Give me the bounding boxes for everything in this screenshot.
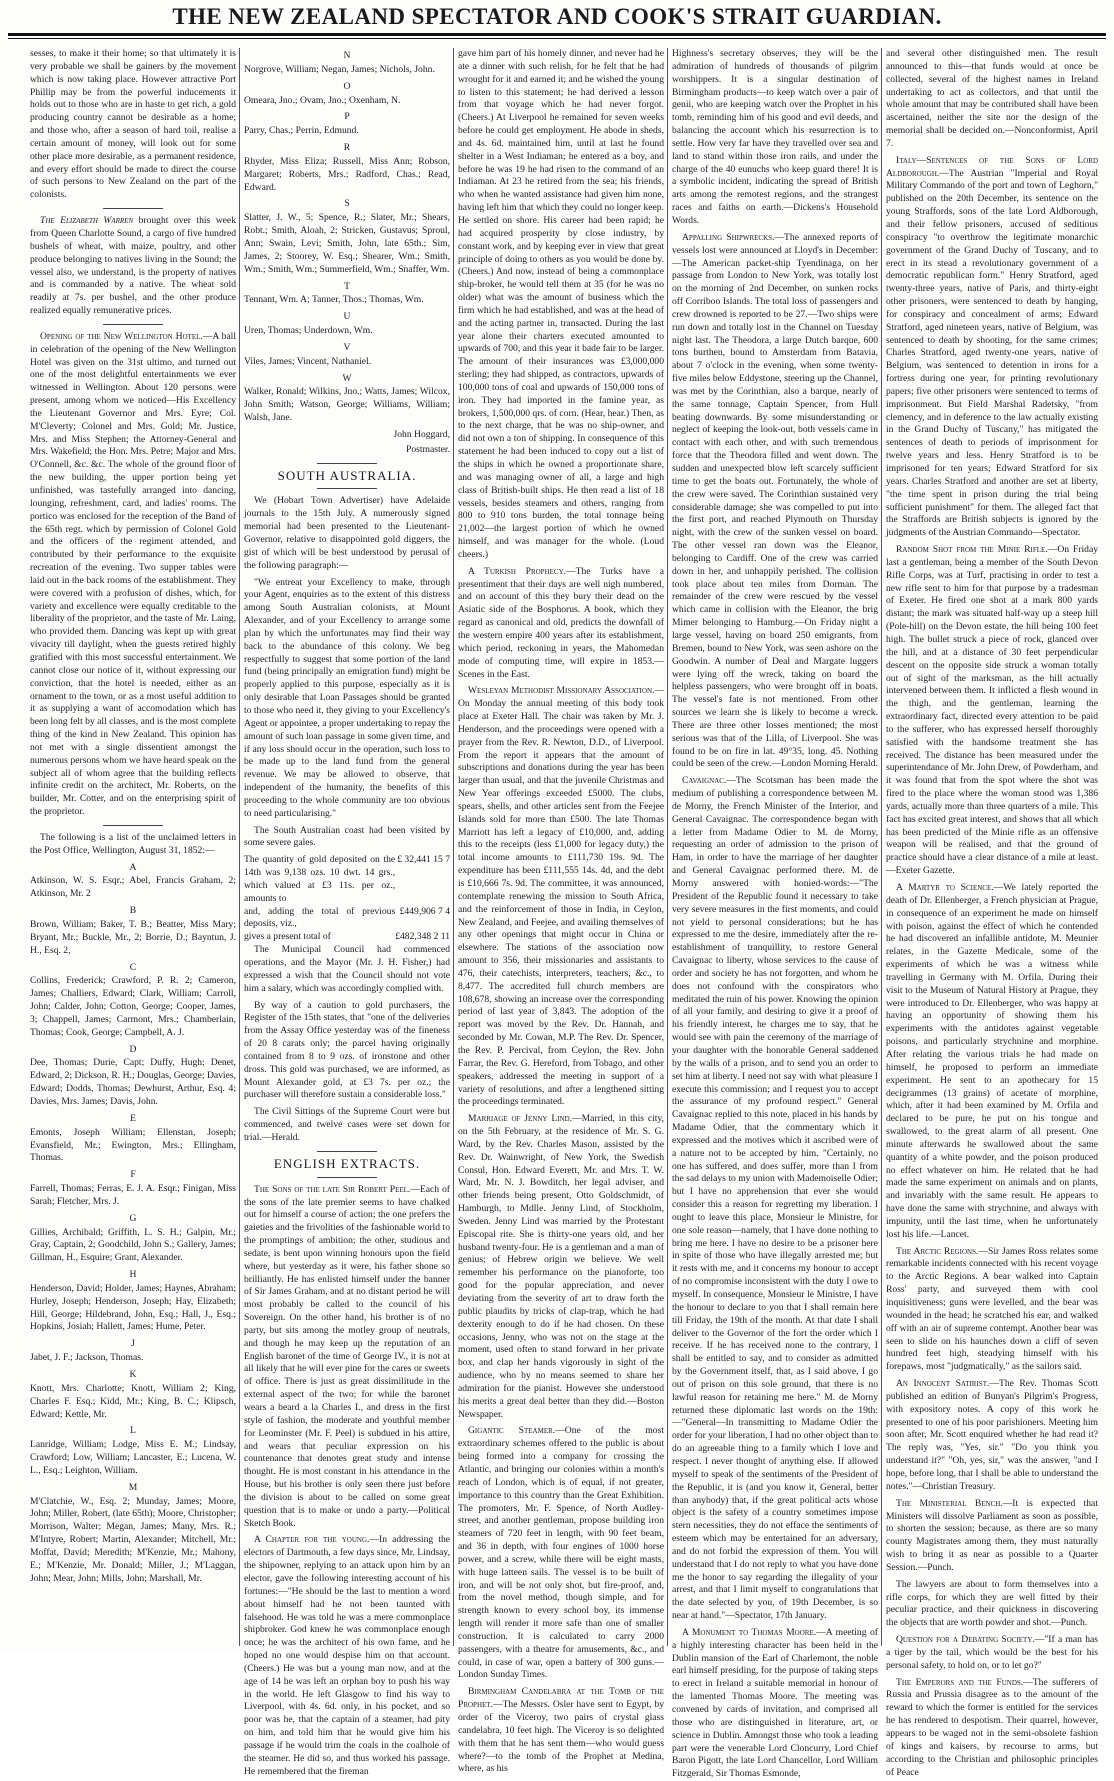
item-heading: An Innocent Satirist. (896, 1378, 990, 1390)
list-item: Norgrove, William; Negan, James; Nichols, John. (244, 63, 435, 75)
item-text: —Sir James Ross relates some remarkable incidents connected with his recent voyage to the Arctic Regions. A bear walked into Captain Ross' party, and surveyed them with cool inquisitiveness; guns were levelled, and the bear was wounded in the head; he scratched his ear, and walked off with an air of supreme contempt. Another bear was seen to slide on his haunches down a cliff of seven hundred feet high, steadying himself with his forepaws, most "judgmatically," as the sailors said. (886, 1245, 1099, 1373)
list-item: Knott, Mrs. Charlotte; Knott, William 2; King, Charles F. Esq.; Kidd, Mr.; King, B. C.; Klipsch, Edward; Kettle, Mr. (30, 1382, 236, 1420)
item-text: —The Turks have a presentiment that their days are well nigh numbered, and on account of this they bury their dead on the Asiatic side of the Bosphorus. A book, which they regard as canonical and old, predicts the downfall of the western empire 400 years after its establishment, which period, reckoning in years, the Mahomedan mode of computing time, will expire in 1853.—Scenes in the East. (458, 565, 664, 680)
table-cell: and, adding the total of previous deposits, viz., (244, 905, 396, 930)
list-item: Walker, Ronald; Wilkins, Jno.; Watts, James; Wilcox, John Smith; Watson, George; Williams, William; Walsh, Jane. (244, 386, 450, 424)
article-paragraph: "We entreat your Excellency to make, through your Agent, enquiries as to the extent of this distress among South Australian colonists, at Mount Alexander, and of your Excellency to arrange some plan by which the unfortunates may find their way back to the abundance of this colony. We beg respectfully to suggest that some portion of the land fund (being principally an emigration fund) might be properly applied to this purpose, especially as it is only desirable that Loan Passages should be granted to those who need it, they giving to your Excellency's Agent or appointee, a proper undertaking to repay the amount of such loan passage in some given time, and if any loss should occur in the operation, such loss to be made up to the land fund from the general revenue. We may be allowed to observe, that independent of the humanity, the benefits of this proceeding to the whole community are too obvious to need particularising." (244, 576, 450, 819)
column-1 (30, 48, 236, 1646)
divider (103, 825, 163, 826)
letter-heading: A (129, 861, 137, 873)
item-text: —It is expected that Ministers will dissolve Parliament as soon as possible, to shorten the session; because, as there are so many county Magistrates among them, they must naturally wish to bring it as near as possible to a Quarter Session.—Punch. (886, 1497, 1098, 1573)
letter-heading: U (343, 311, 351, 323)
letter-heading: R (343, 142, 351, 154)
masthead-rule-thin (8, 38, 1106, 39)
article-paragraph: Highness's secretary observes, they will be the admiration of hundreds of thousands of pilgrim worshippers. It is a singular destination of Birmingham products—to keep watch over a pair of genii, who are keeping watch over the Prophet in his tomb, reminding him of his good and evil deeds, and balancing the account which his resurrection is to settle. How very far have they travelled over sea and land to stand within those iron rails, and under the charge of the 40 eunuchs who keep guard there! It is a symbolic incident, indicating the spread of British arts among the remotest regions, and the strangest races and faiths on earth.—Dickens's Household Words. (672, 48, 878, 226)
news-item-innocent-satirist (886, 1378, 1098, 1494)
news-item-wesleyan (458, 685, 664, 1109)
news-item-birmingham-candelabra (458, 1686, 664, 1776)
column-3 (458, 48, 664, 1775)
article-paragraph: The South Australian coast had been visited by some severe gales. (244, 824, 450, 849)
list-item: Atkinson, W. S. Esqr.; Abel, Francis Graham, 2; Atkinson, Mr. 2 (30, 875, 236, 900)
column-5 (886, 48, 1099, 1778)
postmaster-signature: John Hoggard, (393, 428, 450, 440)
item-heading: The Elizabeth Warren (40, 215, 134, 227)
column-rule (239, 48, 240, 1646)
list-item: Viles, James; Vincent, Nathaniel. (244, 355, 372, 367)
list-item: Uren, Thomas; Underdown, Wm. (244, 325, 373, 337)
letter-heading: N (343, 50, 351, 61)
letter-heading: T (344, 280, 350, 292)
masthead-rule-thick (8, 33, 1106, 36)
news-item-ministerial-bench (886, 1498, 1098, 1575)
list-item: Slatter, J. W., 5; Spence, R.; Slater, Mr.; Shears, Robt.; Smith, Aloah, 2; Stricken, Gustavus; Sproul, Ann; Swain, Levi; Smith, John, late 65th.; Sim, James, 2; Stoorey, W. Esq.; Shearer, Wm.; Smith, Wm.; Smith, Wm.; Summerfield, Wm.; Snaffer, Wm. (244, 212, 450, 275)
news-item-debating-society (886, 1634, 1098, 1673)
unclaimed-letters-list (244, 50, 450, 425)
news-item-emperors-funds (886, 1677, 1098, 1780)
item-text: —The annexed reports of vessels lost were announced at Lloyd's in December:—The American packet-ship Tyendinaga, on her passage from London to New York, was totally lost on the morning of 2nd December, on sunken rocks off Corriboo Islands. The total loss of passengers and crew drowned is reported to be 27.—Two ships were run down and totally lost in the Channel on Tuesday night last. The Theodora, a large Dutch barque, 600 tons burthen, bound to Amsterdam from Batavia, about 7 o'clock in the evening, when some twenty-five miles below Eddystone, steering up the Channel, was met by the Corinthian, also a barque, nearly of the same tonnage, Captain Spencer, from Hull beating downwards. By some misunderstanding or neglect of keeping the look-out, both vessels came in contact with each other, and with such tremendous force that the Theodora filled and went down. The sudden and unexpected blow left scarcely sufficient time to get the boats out. Fortunately, the whole of the crew were saved. The Corinthian sustained very considerable damage; she was compelled to put into the first port, and reached Plymouth on Thursday night, with the crew of the sunken vessel on board. The other vessel ran down was the Eleanor, belonging to Cardiff. One of the crew was carried down in her, and unhappily perished. The collision took place about ten miles from Dorman. The remainder of the crew were rescued by the vessel which came in collision with the Eleanor, the brig Mimer belonging to Hamburg.—On Friday night a large vessel, having on board 250 emigrants, from Bremen, bound to New York, was seen ashore on the Goodwin. A number of Deal and Margate luggers were lying off the wreck, taking on board the helpless passengers, who were brought off in boats. The vessel's fate is not mentioned. From other sources we learn she is likely to become a wreck. There are three other losses mentioned; the most serious was that of the Lilla, of Liverpool. She was found to be on fire in lat. 49°35, long. 45. Nothing could be seen of the crew.—London Morning Herald. (672, 231, 878, 770)
table-cell: The quantity of gold deposited on the 14th was 9,138 ozs. 10 dwt. 14 grs., which valued at £3 11s. per oz., amounts to (244, 854, 396, 904)
letter-heading: W (342, 372, 352, 384)
news-item-gigantic-steamer (458, 1425, 664, 1682)
divider (317, 1177, 377, 1178)
article-paragraph: The lawyers are about to form themselves into a rifle corps, for which they are well fitted by their peculiar practice, and their quickness in discovering the objects that are worth powder and shot.—Punch. (886, 1578, 1098, 1629)
news-item-cavaignac (672, 775, 878, 1623)
letter-heading: P (344, 111, 350, 123)
news-item-chapter-for-young (244, 1534, 450, 1778)
item-heading: Random Shot from the Minie Rifle. (896, 544, 1048, 556)
letter-heading: O (343, 80, 351, 92)
letter-heading: M (128, 1481, 138, 1493)
item-heading: The Ministerial Bench. (896, 1497, 1003, 1509)
article-paragraph: By way of a caution to gold purchasers, the Register of the 15th states, that "one of the deliveries from the Assay Office yesterday was of the fineness of 20 8 carats only; the parcel having originally contained from 8 to 9 ozs. of ironstone and other dross. This gold was purchased, we are informed, as Mount Alexander gold, at £3 7s. per oz.; the purchaser will therefore sustain a considerable loss." (244, 999, 450, 1101)
list-item: Dee, Thomas; Durie, Capt; Duffy, Hugh; Denet, Edward, 2; Dickson, R. H.; Douglas, George; Davies, Edward; Dodds, Thomas; Dewhurst, Arthur, Esq. 4; Davies, Mrs. James; Davis, John. (30, 1057, 236, 1107)
column-rule (667, 48, 668, 1646)
item-text: —"If a man has a tiger by the tail, which would be the best for his personal safety, to hold on, or to let go?" (886, 1634, 1098, 1671)
article-paragraph: sesses, to make it their home; so that ultimately it is very probable we shall be gainers by the movement which is now taking place. However attractive Port Phillip may be from the powerful inducements it holds out to those who are in haste to get rich, a gold producing country cannot be desirable as a home; and those who, after a season of hard toil, realise a certain amount of money, will look out for some other place more desirable, as a permanent residence, and every effort should be made to direct the course of such persons to New Zealand on the part of the colonists. (30, 48, 236, 201)
item-text: —A meeting of a highly interesting character has been held in the Dublin mansion of the Earl of Charlemont, the noble earl himself presiding, for the purpose of taking steps to erect in Ireland a suitable memorial in honour of the lamented Thomas Moore. The meeting was convened by cards of invitation, and comprised all those who are distinguished in literature, art, or science in Dublin. Amongst those who took a leading part were the venerable Lord Cloncurry, Lord Chief Baron Pigott, the late Lord Chancellor, Lord William Fitzgerald, Sir Thomas Esmonde, (672, 1626, 879, 1780)
item-heading: Appalling Shipwrecks. (682, 231, 775, 243)
divider (103, 324, 163, 325)
list-item: Omeara, Jno.; Ovam, Jno.; Oxenham, N. (244, 94, 401, 106)
table-row (244, 931, 450, 944)
table-cell: gives a present total of (244, 931, 331, 943)
news-item-aldborough (886, 155, 1098, 540)
item-heading: Cavaignac. (682, 775, 727, 787)
item-text: —One of the most extraordinary schemes offered to the public is about being formed into a company for crossing the Atlantic, and bringing our colonies within a month's reach of London, which is of equal, if not greater, importance to this country than the Great Exhibition. The promoters, Mr. F. Spence, of North Audley-street, and another gentleman, propose building iron steamers of 720 feet in length, with 90 feet beam, and 36 in depth, with four engines of 1000 horse power, and a screw, while there will be eight masts, with huge latteen sails. The vessel is to be built of iron, and will be not only shot, but fire-proof, and, from the novel method, though simple, and for strength known to every school boy, its immense length will render it more safe than one of smaller construction. It is calculated to carry 2000 passengers, with a theatre for amusements, &c., and could, in case of war, open a battery of 300 guns.—London Sunday Times. (458, 1425, 664, 1681)
amount-cell: £ 32,441 15 7 (397, 854, 450, 866)
item-text: —In addressing the electors of Dartmouth, a few days since, Mr. Lindsay, the shipowner, replying to an attack upon him by an elector, gave the following interesting account of his fortunes:—"He should be the last to mention a word about himself had he not been taunted with falsehood. He was told he was a mere commonplace shipbroker. God knew he was commonplace enough once; he was the architect of his own fame, and he hoped no one would despise him on that account. (Cheers.) He was but a young man now, and at the age of 14 he was left an orphan boy to push his way in the world. He left Glasgow to find his way to Liverpool, with 4s. 6d. only, in his pocket, and so poor was he, that the captain of a steamer, had pity on him, and told him that he would give him his passage if he would trim the coals in the coalhole of the steamer. He did so, and thus worked his passage. He remembered that the fireman (244, 1534, 451, 1777)
letter-heading: D (129, 1043, 137, 1055)
list-item: Collins, Frederick; Crawford, P. R. 2; Cameron, James; Challiers, Edward; Clark, William; Carroll, John; Calder, John; Cotton, George; Cooper, James, 3; Chappell, James; Carmont, Mrs.; Chamberlain, Thomas; Cook, George; Campbell, A. J. (30, 975, 236, 1038)
item-heading: The Sons of the late Sir Robert Peel. (254, 1183, 411, 1195)
item-text: —The Rev. Thomas Scott published an edition of Bunyan's Pilgrim's Progress, with expository notes. A copy of this work he presented to one of his poor parishioners. Meeting him soon after, Mr. Scott enquired whether he had read it? The reply was, "Yes, sir." "Do you think you understand it?" "Oh, yes, sir," was the answer, "and I hope, before long, that I shall be able to understand the notes."—Christian Treasury. (886, 1378, 1098, 1492)
list-item: Rhyder, Miss Eliza; Russell, Miss Ann; Robson, Margaret; Roberts, Mrs.; Radford, Chas.; Read, Edward. (244, 155, 450, 193)
letter-heading: E (130, 1112, 136, 1124)
letter-heading: H (129, 1269, 137, 1281)
item-heading: Opening of the New Wellington Hotel. (40, 330, 203, 342)
news-item-martyr-to-science (886, 882, 1098, 1242)
list-item: Jabet, J. F.; Jackson, Thomas. (30, 1352, 144, 1364)
item-text: —Each of the sons of the late premier seems to have chalked out for himself a course of action; the one prefers the gaieties and the frivolities of the fashionable world to the promptings of ambition; the other, studious and sedate, is bent upon winning honours upon the field where, but yesterday as it were, his father shone so brilliantly. He has enlisted himself under the banner of Sir James Graham, and at no distant period he will most probably be called to the council of his Sovereign. On the other hand, his brother is of no party, but sits among the motley group of neutrals, and though he may keep up the reputation of an English baronet of the time of George IV., it is not at all likely that he will ever pine for the cares or sweets of office. There is just as great dissimilitude in the external aspect of the two; for while the baronet wears a beard a la Charles I., and dress in the first style of fashion, the moderate and youthful member for Leominster (Mr. F. Peel) is subdued in his attire, and wears that peculiar expression on his countenance that denotes great study and intense thought. He is most constant in his attendance in the House, but his brother is only seen there just before the division is about to be called on some great question that is to make or undo a party.—Political Sketch Book. (244, 1183, 450, 1529)
item-text: —Married, in this city, on the 5th February, at the residence of Mr. S. G. Ward, by the Rev. Charles Mason, assisted by the Rev. Dr. Wainwright, of New York, the Swedish Consul, Hon. Edward Everett, Mr. and Mrs. T. W. Ward, Mr. N. J. Bowditch, her legal adviser, and other friends being present, Otto Goldschmidt, of Hamburgh, to Mdlle. Jenny Lind, of Stockholm, Sweden. Jenny Lind was married by the Protestant Episcopal rite. She is thirty-one years old, and her husband twenty-four. He is a gentleman and a man of genius; of Hebrew origin we believe. We well remember his performance on the pianoforte, too good for the popular appreciation, and never deviating from the severity of art to draw forth the public plaudits by tricks of clap-trap, which he had dexterity enough to do if he had chosen. On these occasions, Jenny, who was not on the stage at the moment, used often to stand forward in her private box, and clap her hands vigorously in sight of the audience, who by no means seemed to share her admiration for the pianist. However she understood his merits a great deal better than they did.—Boston Newspaper. (458, 1113, 664, 1420)
item-text: brought over this week from Queen Charlotte Sound, a cargo of five hundred bushels of wheat, with maize, poultry, and other produce belonging to natives living in the Sound; the vessel also, we understand, is the property of natives and is commanded by a native. The wheat sold readily at 7s. per bushel, and the other produce realized equally remunerative prices. (30, 215, 236, 317)
item-text: —We lately reported the death of Dr. Ellenberger, a French physician at Prague, in consequence of an experiment he made on himself with poison, against the effect of which he contended he had discovered an infallible antidote, M. Meunier relates, in the Gazette Medicale, some of the experiments of which he was a witness while travelling in Germany with M. Orfila. During their visit to the Museum of Natural History at Prague, they were introduced to Dr. Ellenberger, who was happy at having an opportunity of showing them his experiments with the antidotes against vegetable poisons, and particularly strychnine and morphine. After relating the various trials he had made on himself, he proposed to perform an immediate experiment. He sent to an apothecary for 15 decigrammes (13 grains) of acetate of morphine, which, after it had been examined by M. Orfila and declared to be pure, he put on his tongue and swallowed, to the great alarm of all present. One minute afterwards he swallowed about the same quantity of a white powder, and the poison produced no effect whatever on him. He related that he had made the same experiment on animals and on plants, and invariably with the same result. He appears to have done the same with strychnine, and always with impunity, until the last time, when he unfortunately lost his life.—Lancet. (886, 882, 1098, 1240)
letter-heading: C (129, 961, 137, 973)
postmaster-title: Postmaster. (406, 443, 450, 455)
list-item: Brown, William; Baker, T. B.; Beatter, Miss Mary; Bryant, Mr.; Buckle, Mr., 2; Borrie, D.; Bayntun, J. H., Esq. 2, (30, 919, 236, 956)
letter-heading: K (129, 1369, 137, 1380)
article-paragraph: and several other distinguished men. The result announced to this—that funds would at once be collected, several of the highest names in Ireland undertaking to act as collectors, and that until the whole amount that may be contributed shall have been ascertained, neither the site nor the design of the memorial shall be decided on.—Nonconformist, April 7. (886, 48, 1098, 149)
list-item: Emonts, Joseph William; Ellenstan, Joseph; Evansfield, Mr.; Ewington, Mrs.; Ellingham, Thomas. (30, 1126, 236, 1164)
item-text: —The Messrs. Osler have sent to Egypt, by order of the Viceroy, two pairs of crystal glass candelabra, 10 feet high. The Viceroy is so delighted with them that he has sent them—who would guess where?—to the tomb of the Prophet at Medina, where, as his (458, 1699, 664, 1775)
letter-heading: B (129, 905, 137, 917)
letter-heading: F (130, 1169, 136, 1181)
list-item: Lanridge, William; Lodge, Miss E. M.; Lindsay, Crawford; Low, William; Lancaster, E.; Lucena, W. L., Esq.; Leighton, William. (30, 1439, 236, 1476)
item-heading: The Emperors and the Funds. (896, 1676, 1024, 1688)
column-4 (672, 48, 879, 1780)
item-heading: Italy—Sentences of the Sons of Lord Aldborough. (886, 154, 1098, 179)
article-paragraph: gave him part of his homely dinner, and never had he ate a dinner with such relish, for he felt that he had wrought for it and earned it; and he wished the young to listen to this statement; he had derived a lesson from that voyage which he had never forgot. (Cheers.) At Liverpool he remained for seven weeks before he could get employment. He abode in sheds, and 4s. 6d. maintained him, until at last he found shelter in a West Indiaman; he entered as a boy, and before he was 19 he had risen to the command of an Indiaman. At 23 he retired from the sea; his friends, who when he wanted assistance had given him none, having left him that which they could no longer keep. He settled on shore. His career had been rapid; he had acquired prosperity by close industry, by constant work, and by keeping ever in view that great principle of doing to others as you would be done by. (Cheers.) And now, instead of being a commonplace ship-broker, he would tell them at 35 (for he was no older) what was the amount of business which the firm which he had established, and was at the head of and the acting partner in, transacted. During the last year alone their charters executed amounted to upwards of 700, and this year it bade fair to be larger. The amount of their insurances was £3,000,000 sterling; they had shipped, as contractors, upwards of 100,000 tons of coal and upwards of 150,000 tons of iron. They had imported in the famine year, as brokers, 1,500,000 qrs. of corn. (Hear, hear.) Then, as to the next charge, that he was no ship-owner, and did not own a ton of shipping. In consequence of this statement he had been induced to copy out a list of the ships in which he owned a proportionate share, and was managing owner of all, a large and high class of British-built ships. He then read a list of 18 vessels, besides steamers and others, ranging from 800 to 910 tons burden, the total tonnage being 21,002—the largest portion of which he owned himself, and was manager for the whole. (Loud cheers.) (458, 48, 664, 560)
divider (317, 463, 377, 464)
letter-heading: L (130, 1425, 136, 1437)
news-item-jenny-lind (458, 1113, 664, 1421)
unclaimed-letters-list (30, 862, 236, 1586)
news-item-elizabeth-warren (30, 215, 236, 318)
list-item: Parry, Chas.; Perrin, Edmund. (244, 125, 359, 137)
section-title-south-australia: SOUTH AUSTRALIA. (277, 467, 417, 483)
letter-heading: S (344, 198, 350, 210)
column-2 (244, 48, 451, 1777)
section-title-english-extracts: ENGLISH EXTRACTS. (273, 1155, 421, 1171)
item-text: —The Austrian "Imperial and Royal Military Commando of the port and town of Leghorn," published on the 20th December, its sentence on the young Straffords, sons of the late Lord Aldborough, and their fellow prisoners, accused of seditious conspiracy "to overthrow the legitimate monarchic government of the Grand Duchy of Tuscany, and to erect in its stead a revolutionary government of a democratic republican form." Henry Stratford, aged twenty-three years, native of Paris, and thirty-eight other prisoners, were sentenced to death by hanging, for conspiracy and concealment of arms; Edward Stratford, aged nineteen years, native of Belgium, was sentenced to death by shooting, for the same crimes; Charles Stratford, aged twenty-one years, native of Belgium, was sentenced to detention in irons for a fortress during one year, for printing revolutionary papers; five other prisoners were sentenced to terms of imprisonment. But Field Marshal Radetsky, "from clemency, and in deference to the law actually existing in the Grand Duchy of Tuscany," has mitigated the sentences of death to periods of imprisonment for twelve years and less. Henry Stratford is to be imprisoned for ten years; Edward Stratford for six years. Charles Stratford and another are set at liberty, "the time spent in prison during the trial being sufficient punishment" for them. The alleged fact that the Straffords are British subjects is ignored by the judgments of the Austrian Commando—Spectator. (886, 167, 1098, 539)
news-item-minie-rifle (886, 544, 1098, 878)
news-item-thomas-moore (672, 1627, 878, 1781)
masthead-title: THE NEW ZEALAND SPECTATOR AND COOK'S STRAIT GUARDIAN. (172, 4, 942, 29)
amount-cell: £482,348 2 11 (395, 931, 450, 943)
news-item-arctic-regions (886, 1246, 1098, 1374)
item-heading: A Chapter for the young. (254, 1534, 370, 1546)
letter-heading: G (129, 1212, 137, 1224)
item-text: —On Friday last a gentleman, being a member of the South Devon Rifle Corps, was at Turf, practising in order to test a new rifle sent to him for that purpose by a tradesman of Exeter. He fired one shot at a mark 800 yards distant; the mark was situated half-way up a steep hill (Pole-hill) on the Devon estate, the hill being 100 feet high. The bullet struck a piece of rock, glanced over the hill, and at a distance of 30 feet perpendicular descent on the opposite side struck a woman totally out of sight of the marksman, as the hill actually intervened between them. It inflicted a flesh wound in the thigh, and the gentleman, learning the extraordinary fact, directed every attention to be paid to the sufferer, who has expressed herself thoroughly satisfied with the handsome treatment she has received. The distance has been measured under the superintendance of Mr. John Drew, of Powderham, and it was found that from the spot where the shot was fired to the place where the woman stood was 1,386 yards, actually more than three quarters of a mile. This fact has excited great interest, and shows that all which has been predicted of the Minie rifle as an offensive weapon will be realised, and that the ground of practice should have a clear distance of a mile at least.—Exeter Gazette. (886, 544, 1099, 877)
item-heading: Wesleyan Methodist Missionary Association. (468, 685, 655, 697)
list-item: M'Clatchie, W., Esq. 2; Munday, James; Moore, John; Miller, Robert, (late 65th); Moore, Christopher; Morrison, Walter; Megan, James; Many, Mrs. R.; M'Intyre, Robert; Martin, Alexander; Mitchell, Mr.; Moffat, David; Meredith; M'Kenzie, Mr.; Mahony, E.; M'Kenzie, Mr. Donald; Miller, J.; M'Laggan, John; Mear, John; Mills, John; Marshall, Mr. (30, 1495, 236, 1584)
list-item: Henderson, David; Holder, James; Haynes, Abraham; Hurley, Joseph; Henderson, Joseph; Hay, Elizabeth; Hill, George; Hildebrand, John, Esq.; Hall, J., Esq.; Hopkins, Josiah; Hallett, James; Hume, Peter. (30, 1282, 236, 1333)
item-heading: A Martyr to Science. (896, 882, 994, 893)
list-item: Gillies, Archibald; Griffith, L. S. H.; Galpin, Mr.; Gray, Captain, 2; Goodchild, John S.; Gallery, James; Gillman, H., Esquire; Grant, Alexander. (30, 1226, 236, 1264)
unclaimed-letters-intro: The following is a list of the unclaimed letters in the Post Office, Wellington, August 31, 1852:— (30, 831, 236, 856)
article-paragraph: The Civil Sittings of the Supreme Court were but commenced, and twelve cases were set down for trial.—Herald. (244, 1106, 450, 1143)
table-row (244, 906, 450, 932)
column-rule (881, 48, 882, 1646)
article-paragraph: The Municipal Council had commenced operations, and the Mayor (Mr. J. H. Fisher,) had expressed a wish that the Council should not vote him a salary, which was accordingly complied with. (244, 944, 450, 994)
item-text: —The Scotsman has been made the medium of publishing a correspondence between M. de Morny, the French Minister of the Interior, and General Cavaignac. The correspondence began with a letter from Madame Odier to M. de Morny, requesting an order of admission to the prison of Ham, in order to have the marriage of her daughter and General Cavaignac performed there. M. de Morny answered with honied-words:—"The President of the Republic found it necessary to take very severe measures in the first moments, and could not yield to personal considerations; but he has expressed to me the desire, immediately after the re-establishment of tranquillity, to restore General Cavaignac to liberty, whose services to the cause of order and society he has not forgotten, and whom he does not confound with the conspirators who meditated the ruin of his power. Knowing the opinion of all your family, and desiring to give it a proof of his friendly interest, he charges me to say, that he would see with pain the ceremony of the marriage of your daughter with the honorable General saddened by the walls of a prison, and to send you an order to set him at liberty. I need not say with what pleasure I execute this commission; and I request you to accept the assurance of my profound respect." General Cavaignac replied to this note, placed in his hands by Madame Odier, that the commentary which it expressed and the motives which it ascribed were of a nature not to be accepted by him. "Certainly, no one has suffered, and does suffer, more than I from the sad delays to my union with Mademoiselle Odier; but I have no apprehension that ever she would consider this a reason for regretting my liberation. I ought to leave this place, Monsieur le Ministre, for one sole reason—namely, that I have done nothing to bring me here. I have no desire to be a prisoner here in spite of those who have illegally arrested me; but it rests with me, and it concerns my honour to accept of no compromise inconsistent with the duty I owe to myself. In consequence, Monsieur le Ministre, I have the honour to declare to you that I shall remain here till Friday, the 19th of the month. At that date I shall deliver to the Governor of the fort the order which I receive. If he has received none to the contrary, I shall be entitled to say, and to consider as admitted by the Government itself, that, as I said above, I go out of prison on this sole ground, that there is no lawful reason for retaining me here." M. de Morny returned these diplomatic last words on the 19th:—"General—In transmitting to Madame Odier the order for your liberation, I had no other object than to do an agreeable thing to a family which I love and respect. I never thought of anything else. If allowed myself to speak of the sentiments of the President of the Republic, it is (and you know it, General, better than anybody) that, if the great political acts whose object is the safety of a country sometimes impose stern necessities, they do not efface the sentiments of esteem which may be entertained for an adversary, and do not forbid the expression of them. You will understand that I do not reply to what you have done me the honor to say regarding the illegality of your arrest, and that I limit myself to congratulations that the date selected by you, of 19th December, is so near at hand."—Spectator, 17th January. (672, 775, 878, 1622)
item-text: —The sufferers of Russia and Prussia disagree as to the amount of the reward to which the former is entitled for the services he has rendered to despotism. Their quarrel, however, appears to be waged not in the semi-obsolete fashion of kings and kaisers, by recourse to arms, but according to the Christian and philosophic principles of Peace (886, 1676, 1098, 1778)
letter-heading: J (131, 1338, 135, 1350)
list-item: Farrell, Thomas; Ferras, E. J. A. Esqr.; Finigan, Miss Sarah; Fletcher, Mrs. J. (30, 1183, 236, 1207)
column-rule (453, 48, 454, 1646)
news-item-hotel-opening (30, 331, 236, 819)
gold-deposit-table (244, 854, 450, 944)
item-text: —On Monday the annual meeting of this body took place at Exeter Hall. The chair was taken by Mr. J. Henderson, and the proceedings were opened with a prayer from the Rev. R. Newton, D.D., of Liverpool. From the report it appears that the amount of subscriptions and donations during the year has been larger than usual, and that the juvenile Christmas and New Year offerings exceeded £5000. The clubs, spears, shells, and other articles sent from the Feejee Islands sold for more than £500. The late Thomas Marriott has left a legacy of £10,000, and, adding this to the receipts (less £1,000 for legacy duty,) the total income amounts to £111,730 19s. 9d. The expenditure has been £111,555 14s. 4d, and the debt is £10,666 7s. 9d. The committee, it was announced, contemplate renewing the mission to South Africa, and the reinforcement of those in India, in Ceylon, New Zealand, and Feejee, and availing themselves of any other openings that might occur in China or elsewhere. The stations of the association now amount to 356, their missionaries and assistants to 476, their catechists, interpreters, teachers, &c., to 8,477. The accredited full church members are 108,678, showing an increase over the corresponding period of last year of 3,843. The adoption of the report was moved by the Rev. Dr. Hannah, and seconded by Mr. Cowan, M.P. The Rev. Dr. Spencer, the Rev. P. Percival, from Ceylon, the Rev. John Farrar, the Rev. G. Hereford, from Tobago, and other speakers, addressed the meeting in support of a variety of resolutions, and after a lengthened sitting the proceedings terminated. (458, 685, 664, 1108)
item-heading: Marriage of Jenny Lind. (468, 1113, 573, 1125)
amount-cell: £449,906 7 4 (399, 905, 450, 917)
article-paragraph: We (Hobart Town Advertiser) have Adelaide journals to the 15th July. A numerously signed memorial had been presented to the Lieutenant-Governor, relative to disappointed gold diggers, the gist of which will be best understood by perusal of the following paragraph:— (244, 495, 450, 571)
item-text: —A ball in celebration of the opening of the New Wellington Hotel was given on the 31st ultimo, and turned out one of the most delightful entertainments we ever witnessed in Wellington. About 120 persons were present, among whom we noticed—His Excellency the Lieutenant Governor and Mrs. Eyre; Col. M'Cleverty; Colonel and Mrs. Gold; Mr. Justice, Mrs. and Miss Stephen; the Attorney-General and Mrs. Wakefield; the Hon. Mrs. Petre; Major and Mrs. O'Connell, &c. &c. The whole of the ground floor of the new building, the upper portion being yet unfinished, was tastefully arranged into dancing, lounging, refreshment, card, and ladies' rooms. The portico was enclosed for the reception of the Band of the 65th regt. which by permission of Colonel Gold and the officers of the regiment attended, and contributed by their performance to the exquisite recreation of the evening. Two supper tables were laid out in the back rooms of the establishment. They were covered with a profusion of dishes, which, for variety and excellence were equally creditable to the liberality of the proprietor, and the taste of Mr. Laing, who provided them. Dancing was kept up with great vivacity till daylight, when the guests retired highly gratified with this most successful entertainment. We cannot close our notice of it, without expressing our conviction, that the hotel is needed, either as an ornament to the town, or as a most useful addition to it as supplying a want of accomodation which has been long felt by all classes, and is the most complete thing of the kind in New Zealand. This opinion has not met with a single dissentient amongst the numerous persons whom we have heard speak on the subject all of whom agree that the building reflects infinite credit on the architect, Mr. Roberts, on the builder, Mr. Cotter, and on the enterprising spirit of the proprietor. (30, 330, 236, 818)
news-item-turkish-prophecy (458, 566, 664, 682)
list-item: Tennant, Wm. A; Tanner, Thos.; Thomas, Wm. (244, 294, 424, 306)
item-heading: Gigantic Steamer. (468, 1425, 556, 1437)
masthead (0, 0, 1114, 40)
news-item-shipwrecks (672, 232, 878, 771)
item-heading: The Arctic Regions. (896, 1245, 979, 1257)
item-heading: A Monument to Thomas Moore. (682, 1626, 817, 1638)
table-row (244, 854, 450, 905)
item-heading: A Turkish Prophecy. (468, 565, 567, 577)
item-heading: Birmingham Candelabra at the Tomb of the Prophet. (458, 1686, 664, 1711)
divider (103, 208, 163, 209)
news-item-peel-sons (244, 1184, 450, 1531)
divider (317, 488, 377, 489)
divider (317, 1151, 377, 1152)
letter-heading: V (343, 341, 351, 353)
item-heading: Question for a Debating Society. (896, 1634, 1035, 1646)
